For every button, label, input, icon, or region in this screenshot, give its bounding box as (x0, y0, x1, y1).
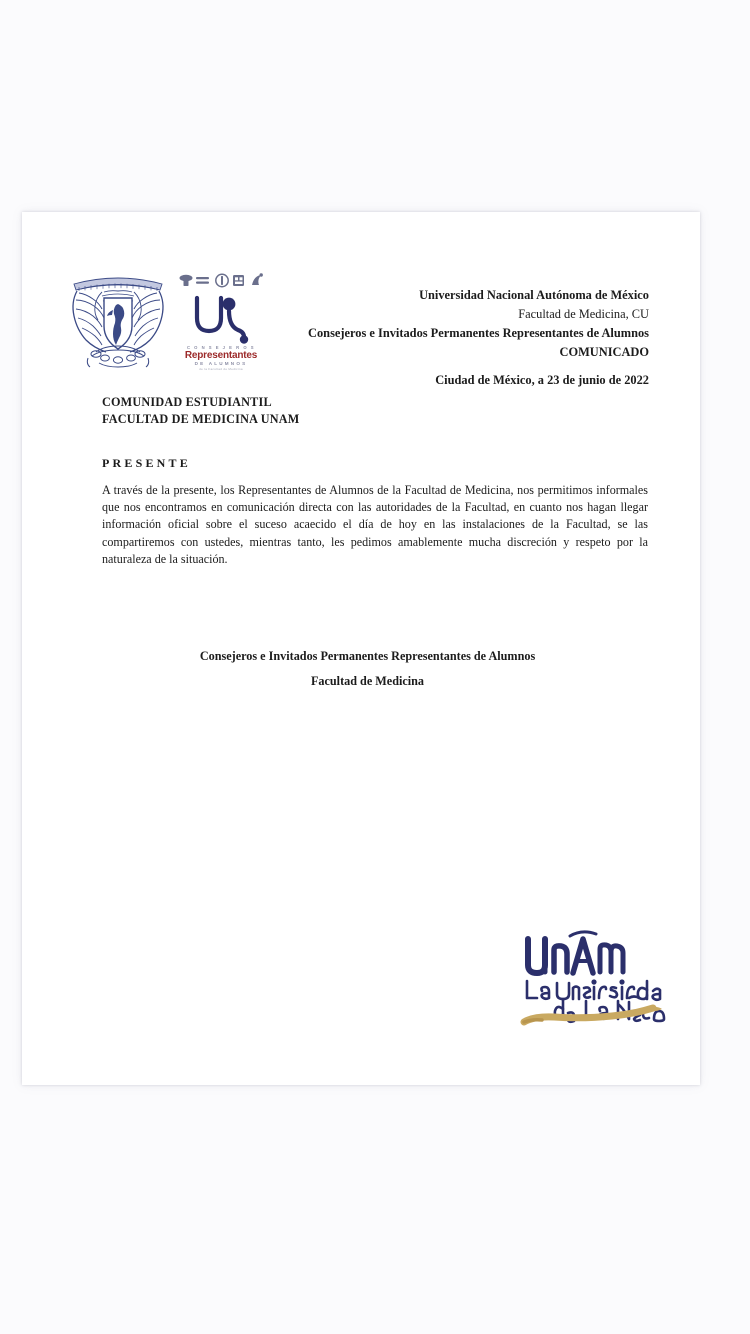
signature-line-2: Facultad de Medicina (310, 674, 425, 689)
document-header (22, 212, 700, 387)
header-spacer (219, 362, 649, 371)
letterhead-text (219, 286, 649, 390)
badge-sub-text: de la Facultad de Medicina (199, 366, 243, 371)
salutation: PRESENTE (102, 456, 191, 470)
badge-top-text: C O N S E J E R O S (186, 345, 256, 350)
body-name: Consejeros e Invitados Permanentes Representantes de Alumnos (308, 326, 649, 340)
unam-handwritten-logo-icon (510, 925, 670, 1030)
badge-bottom-text: DE ALUMNOS (194, 361, 248, 367)
faculty-name: Facultad de Medicina, CU (518, 307, 649, 321)
badge-main-text: Representantes (184, 350, 258, 362)
institution-name: Universidad Nacional Autónoma de México (419, 288, 649, 302)
document-content (22, 394, 700, 694)
body-paragraph: A través de la presente, los Representantes de Alumnos de la Facultad de Medicina, nos permitimos informales que nos encontramos en comunicación directa con las autoridades de la Facultad, en cuanto nos hagan llegar información oficial sobre el suceso acaecido el día de hoy en las instalaciones de la Facultad, se las compartiremos con ustedes, mientras tanto, les pedimos amablemente mucha discreción y respeto por la naturaleza de la situación. (102, 483, 648, 566)
addressee-line-1: COMUNIDAD ESTUDIANTIL (102, 395, 272, 409)
unam-seal-icon (66, 270, 170, 372)
addressee-block (102, 394, 649, 427)
document-type: COMUNICADO (559, 345, 649, 359)
signature-line-1: Consejeros e Invitados Permanentes Representantes de Alumnos (199, 649, 536, 664)
addressee-line-2: FACULTAD DE MEDICINA UNAM (102, 411, 300, 426)
place-and-date: Ciudad de México, a 23 de junio de 2022 (435, 373, 649, 387)
signature-block (102, 644, 649, 694)
unam-slogan-logo (510, 925, 670, 1030)
document-page (22, 212, 700, 1085)
